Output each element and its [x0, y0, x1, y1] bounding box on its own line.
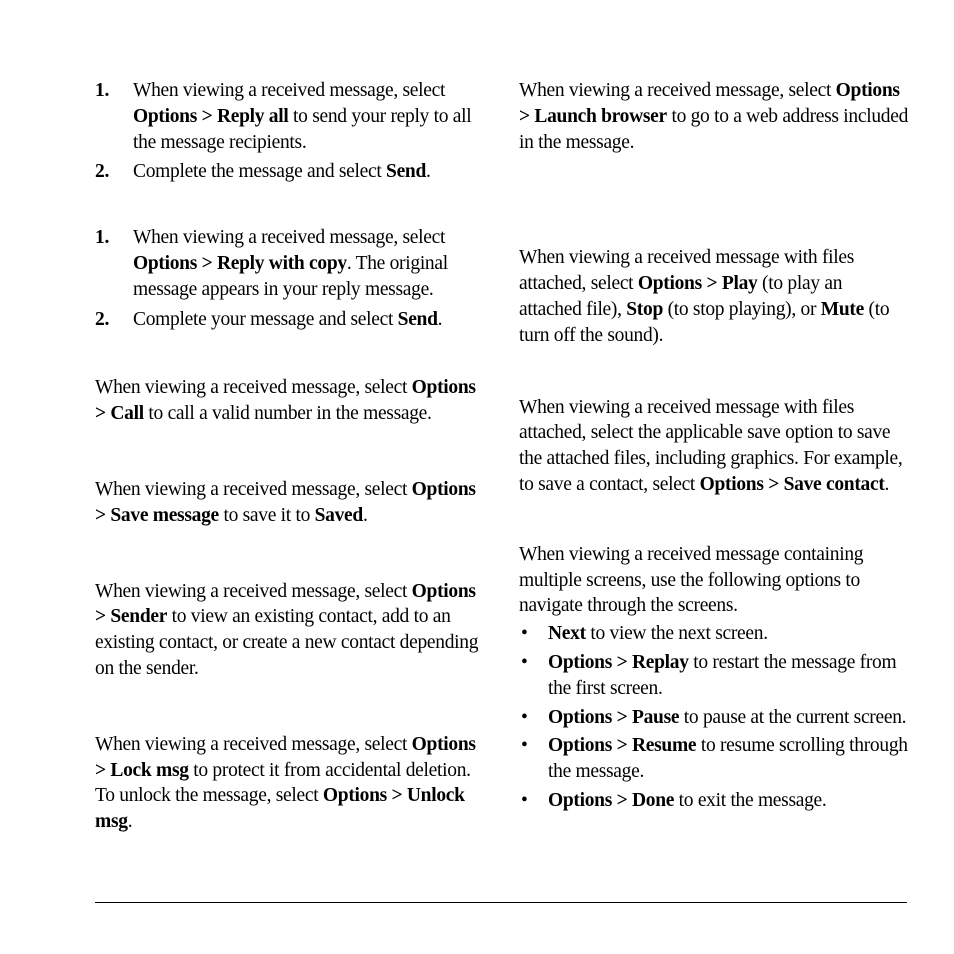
step-text: .	[437, 308, 443, 330]
sender-paragraph	[95, 579, 483, 682]
menu-path: Options > Replay	[548, 651, 689, 673]
browser-paragraph	[519, 78, 909, 155]
para-text: .	[127, 811, 133, 833]
step-text: .	[426, 161, 431, 183]
para-text: When viewing a received message, select	[95, 377, 412, 399]
folder-name: Saved	[314, 504, 363, 526]
bullet: •	[521, 623, 528, 645]
menu-path: Options > Resume	[548, 735, 697, 757]
menu-path: Options > Unlock msg	[95, 785, 465, 833]
step-text: When viewing a received message, select	[133, 227, 446, 249]
item-text: to restart the message from the first screen.	[548, 651, 897, 699]
screens-options-list	[519, 621, 909, 814]
item-text: to pause at the current screen.	[679, 706, 907, 728]
bullet: •	[521, 735, 528, 757]
para-text: When viewing a received message with files attached, select	[519, 247, 855, 295]
list-item	[519, 621, 909, 647]
item-text: to view the next screen.	[585, 623, 768, 645]
para-text: When viewing a received message, select	[95, 580, 412, 602]
para-text: .	[362, 504, 368, 526]
bullet: •	[521, 706, 528, 728]
menu-path: Options > Pause	[548, 706, 680, 728]
list-item	[519, 788, 909, 814]
step-text: to send your reply to all the message recipients.	[133, 105, 472, 153]
para-text: to call a valid number in the message.	[143, 403, 432, 425]
menu-path: Options > Play	[637, 273, 758, 295]
para-text: When viewing a received message, select	[95, 478, 412, 500]
bullet: •	[521, 651, 528, 673]
para-text: When viewing a received message, select	[95, 733, 412, 755]
para-text: (to stop playing), or	[663, 298, 821, 320]
menu-path: Options > Launch browser	[519, 80, 900, 127]
step-item	[95, 78, 483, 155]
menu-path: Options > Done	[548, 789, 675, 811]
step-text: Complete the message and select	[133, 161, 387, 183]
call-paragraph	[95, 375, 483, 427]
menu-path: Options > Sender	[95, 580, 476, 628]
reply-all-steps	[95, 78, 483, 185]
step-item	[95, 307, 483, 333]
para-text: to save it to	[218, 504, 315, 526]
step-number: 1.	[95, 80, 110, 101]
menu-path: Next	[548, 623, 586, 645]
reply-copy-steps	[95, 225, 483, 332]
para-text: When viewing a received message with files attached, select the applicable save option to save the attached files, including graphics. For example, to save a contact, select	[519, 396, 903, 495]
step-text: When viewing a received message, select	[133, 80, 446, 101]
para-text: to protect it from accidental deletion. To unlock the message, select	[95, 759, 471, 807]
right-column	[519, 78, 909, 817]
footer-rule	[95, 902, 907, 903]
menu-path: Send	[397, 308, 438, 330]
menu-option: Mute	[820, 298, 864, 320]
item-text: to exit the message.	[674, 789, 827, 811]
para-text: When viewing a received message, select	[519, 80, 836, 101]
lock-paragraph	[95, 732, 483, 835]
menu-path: Send	[386, 161, 427, 183]
menu-option: Stop	[626, 298, 663, 320]
menu-path: Options > Reply with copy	[133, 252, 347, 274]
menu-path: Options > Call	[95, 377, 476, 425]
left-column	[95, 78, 483, 835]
menu-path: Options > Save message	[95, 478, 476, 526]
step-number: 1.	[95, 227, 110, 249]
save-paragraph	[95, 477, 483, 529]
list-item	[519, 705, 909, 731]
step-item	[95, 159, 483, 185]
step-item	[95, 225, 483, 302]
menu-path: Options > Save contact	[699, 473, 885, 495]
play-paragraph	[519, 245, 909, 348]
menu-path: Options > Reply all	[133, 105, 289, 127]
screens-intro: When viewing a received message containing multiple screens, use the following options to navigate through the screens.	[519, 543, 864, 617]
bullet: •	[521, 789, 528, 811]
list-item	[519, 733, 909, 785]
step-number: 2.	[95, 308, 110, 330]
para-text: to go to a web address included in the message.	[519, 105, 909, 153]
para-text: (to turn off the sound).	[519, 298, 890, 346]
step-number: 2.	[95, 161, 110, 183]
para-text: .	[884, 473, 890, 495]
step-text: . The original message appears in your reply message.	[133, 252, 448, 300]
step-text: Complete your message and select	[133, 308, 398, 330]
item-text: to resume scrolling through the message.	[548, 735, 908, 783]
list-item	[519, 650, 909, 702]
menu-path: Options > Lock msg	[95, 733, 476, 781]
para-text: to view an existing contact, add to an existing contact, or create a new contact depending on the sender.	[95, 606, 479, 679]
save-attachment-paragraph	[519, 395, 909, 498]
para-text: (to play an attached file),	[519, 273, 843, 320]
